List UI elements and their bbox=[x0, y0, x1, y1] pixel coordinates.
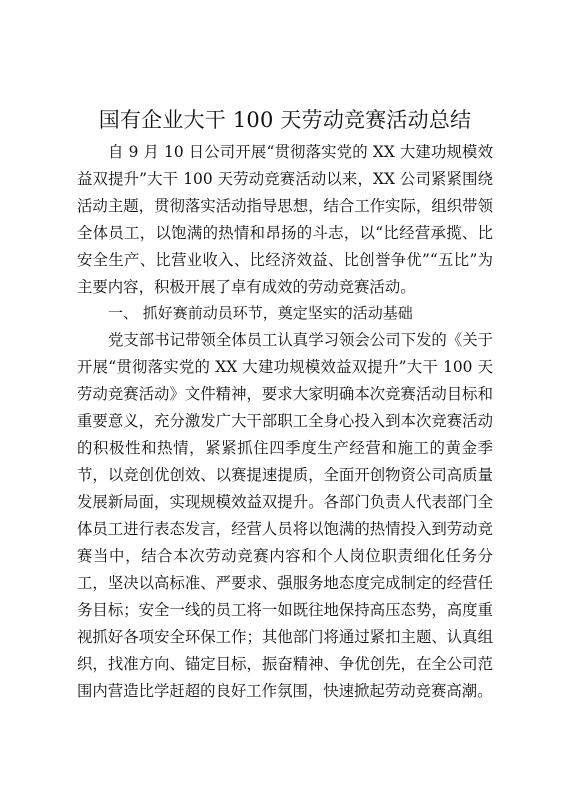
section-1-paragraph: 党支部书记带领全体员工认真学习领会公司下发的《关于开展“贯彻落实党的 XX 大建功规模效益双提升”大干 100 天劳动竞赛活动》文件精神，要求大家明确本次竞赛活动目标和重要意义，充分激发广大干部职工全身心投入到本次竞赛活动的积极性和热情，紧紧抓住四季度生产经营和施工的黄金季节，以竞创优创效、以赛提速提质，全面开创物资公司高质量发展新局面，实现规模效益双提升。各部门负责人代表部门全体员工进行表态发言，经营人员将以饱满的热情投入到劳动竞赛当中，结合本次劳动竞赛内容和个人岗位职责细化任务分工，坚决以高标准、严要求、强服务地态度完成制定的经营任务目标；安全一线的员工将一如既往地保持高压态势，高度重视抓好各项安全环保工作；其他部门将通过紧扣主题、认真组织，找准方向、锚定目标，振奋精神、争优创先，在全公司范围内营造比学赶超的良好工作氛围，快速掀起劳动竞赛高潮。 bbox=[77, 331, 493, 700]
section-1-heading: 一、 抓好赛前动员环节，奠定坚实的活动基础 bbox=[108, 304, 413, 322]
document-title: 国有企业大干 100 天劳动竞赛活动总结 bbox=[98, 108, 472, 132]
intro-paragraph: 自 9 月 10 日公司开展“贯彻落实党的 XX 大建功规模效益双提升”大干 100 天劳动竞赛活动以来，XX 公司紧紧围绕活动主题，贯彻落实活动指导思想，结合工作实际，组织带领全体员工，以饱满的热情和昂扬的斗志，以“比经营承揽、比安全生产、比营业收入、比经济效益、比创誉争优”“五比”为主要内容，积极开展了卓有成效的劳动竞赛活动。 bbox=[77, 143, 493, 296]
